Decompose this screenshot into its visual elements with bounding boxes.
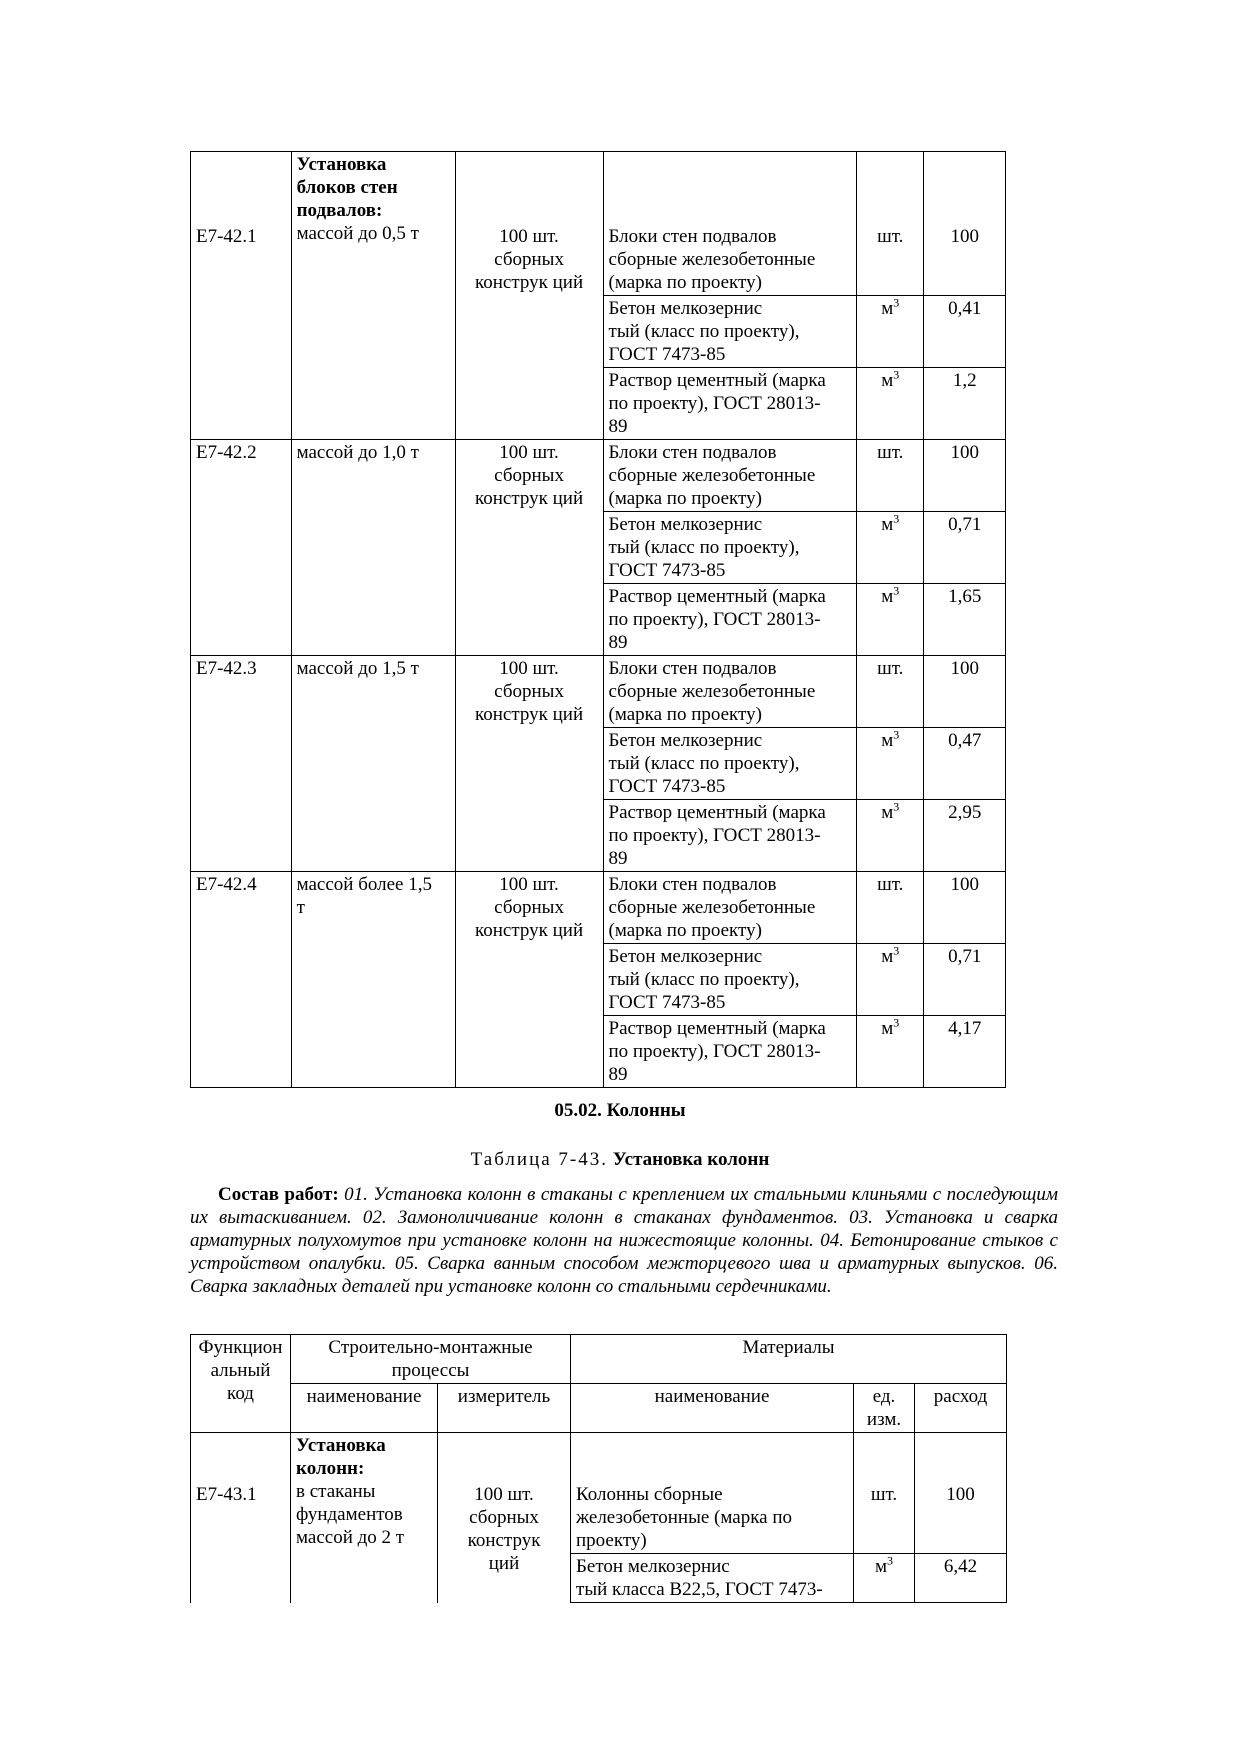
measure-cell: 100 шт. сборных конструк ций — [438, 1433, 571, 1603]
table-row — [191, 152, 1006, 296]
material-name-header: наименование — [571, 1384, 854, 1433]
material-name-cell: Блоки стен подвалов сборные железобетонные (марка по проекту) — [603, 656, 857, 728]
amount-cell: 100 — [915, 1433, 1007, 1554]
table-row — [191, 440, 1006, 512]
process-cell: массой до 1,5 т — [291, 656, 455, 872]
header-row — [191, 1384, 1007, 1433]
name-header: наименование — [291, 1384, 438, 1433]
work-composition — [190, 1183, 1058, 1298]
unit-cell: $м^3$ — [854, 1554, 915, 1603]
unit-cell: $м^3$ — [857, 944, 924, 1016]
measure-cell: 100 шт. сборных конструк ций — [455, 656, 603, 872]
amount-cell: 100 — [924, 872, 1006, 944]
materials-header: Материалы — [571, 1335, 1007, 1384]
work-composition-label: Состав работ: — [218, 1184, 339, 1205]
unit-cell: шт. — [854, 1433, 915, 1554]
unit-cell: $м^3$ — [857, 368, 924, 440]
process-cell: Установка блоков стен подвалов: массой до 0,5 т — [291, 152, 455, 440]
process-cell: массой более 1,5 т — [291, 872, 455, 1088]
func-code-cell: Е7-42.2 — [191, 440, 292, 656]
processes-header: Строительно-монтажные процессы — [291, 1335, 571, 1384]
work-composition-text: 01. Установка колонн в стаканы с креплением их стальными клиньями с последующим их вытаскиванием. 02. Замоноличивание колонн в стаканах фундаментов. 03. Установка и сварка арматурных полухомутов при установке колонн на нижестоящие колонны. 04. Бетонирование стыков с устройством опалубки. 05. Сварка ванным способом межторцевого шва и арматурных выпусков. 06. Сварка закладных деталей при установке колонн со стальными сердечниками. — [190, 1184, 1058, 1297]
amount-cell: 0,71 — [924, 944, 1006, 1016]
amount-cell: 0,41 — [924, 296, 1006, 368]
materials-table-7-42 — [190, 151, 1006, 1088]
unit-cell: $м^3$ — [857, 728, 924, 800]
table-row — [191, 1433, 1007, 1554]
amount-cell: 100 — [924, 656, 1006, 728]
unit-cell: шт. — [857, 872, 924, 944]
unit-cell: $м^3$ — [857, 512, 924, 584]
material-name-cell: Раствор цементный (марка по проекту), ГОСТ 28013- 89 — [603, 1016, 857, 1088]
table-row — [191, 656, 1006, 728]
header-row — [191, 1335, 1007, 1384]
table-title-bold: Установка колонн — [612, 1149, 770, 1170]
measure-cell: 100 шт. сборных конструк ций — [455, 152, 603, 440]
unit-header: ед. изм. — [854, 1384, 915, 1433]
table-row — [191, 872, 1006, 944]
material-name-cell: Бетон мелкозернис тый (класс по проекту), ГОСТ 7473-85 — [603, 728, 857, 800]
material-name-cell: Бетон мелкозернис тый (класс по проекту), ГОСТ 7473-85 — [603, 944, 857, 1016]
amount-header: расход — [915, 1384, 1007, 1433]
unit-cell: $м^3$ — [857, 1016, 924, 1088]
unit-cell: $м^3$ — [857, 584, 924, 656]
func-code-header: Функцион альный код — [191, 1335, 291, 1433]
func-code-cell: Е7-42.1 — [191, 152, 292, 440]
material-name-cell: Колонны сборные железобетонные (марка по проекту) — [571, 1433, 854, 1554]
unit-cell: шт. — [857, 656, 924, 728]
measure-header: измеритель — [438, 1384, 571, 1433]
amount-cell: 6,42 — [915, 1554, 1007, 1603]
unit-cell: $м^3$ — [857, 800, 924, 872]
material-name-cell: Раствор цементный (марка по проекту), ГОСТ 28013- 89 — [603, 584, 857, 656]
func-code-cell: Е7-42.4 — [191, 872, 292, 1088]
measure-cell: 100 шт. сборных конструк ций — [455, 440, 603, 656]
section-title: 05.02. Колонны — [554, 1100, 686, 1121]
amount-cell: 4,17 — [924, 1016, 1006, 1088]
amount-cell: 1,65 — [924, 584, 1006, 656]
unit-cell: шт. — [857, 152, 924, 296]
amount-cell: 0,47 — [924, 728, 1006, 800]
material-name-cell: Бетон мелкозернис тый (класс по проекту), ГОСТ 7473-85 — [603, 296, 857, 368]
table-title-prefix: Таблица 7-43. — [470, 1149, 609, 1170]
material-name-cell: Блоки стен подвалов сборные железобетонные (марка по проекту) — [603, 152, 857, 296]
amount-cell: 0,71 — [924, 512, 1006, 584]
material-name-cell: Раствор цементный (марка по проекту), ГОСТ 28013- 89 — [603, 800, 857, 872]
process-cell: Установка колонн: в стаканы фундаментов массой до 2 т — [291, 1433, 438, 1603]
material-name-cell: Бетон мелкозернис тый (класс по проекту), ГОСТ 7473-85 — [603, 512, 857, 584]
process-cell: массой до 1,0 т — [291, 440, 455, 656]
material-name-cell: Бетон мелкозернис тый класса В22,5, ГОСТ 7473- — [571, 1554, 854, 1603]
table-title — [0, 1148, 1240, 1171]
materials-table-7-43 — [190, 1334, 1007, 1603]
material-name-cell: Раствор цементный (марка по проекту), ГОСТ 28013- 89 — [603, 368, 857, 440]
material-name-cell: Блоки стен подвалов сборные железобетонные (марка по проекту) — [603, 872, 857, 944]
func-code-cell: Е7-43.1 — [191, 1433, 291, 1603]
amount-cell: 100 — [924, 152, 1006, 296]
measure-cell: 100 шт. сборных конструк ций — [455, 872, 603, 1088]
unit-cell: шт. — [857, 440, 924, 512]
unit-cell: $м^3$ — [857, 296, 924, 368]
amount-cell: 1,2 — [924, 368, 1006, 440]
amount-cell: 2,95 — [924, 800, 1006, 872]
material-name-cell: Блоки стен подвалов сборные железобетонные (марка по проекту) — [603, 440, 857, 512]
func-code-cell: Е7-42.3 — [191, 656, 292, 872]
amount-cell: 100 — [924, 440, 1006, 512]
